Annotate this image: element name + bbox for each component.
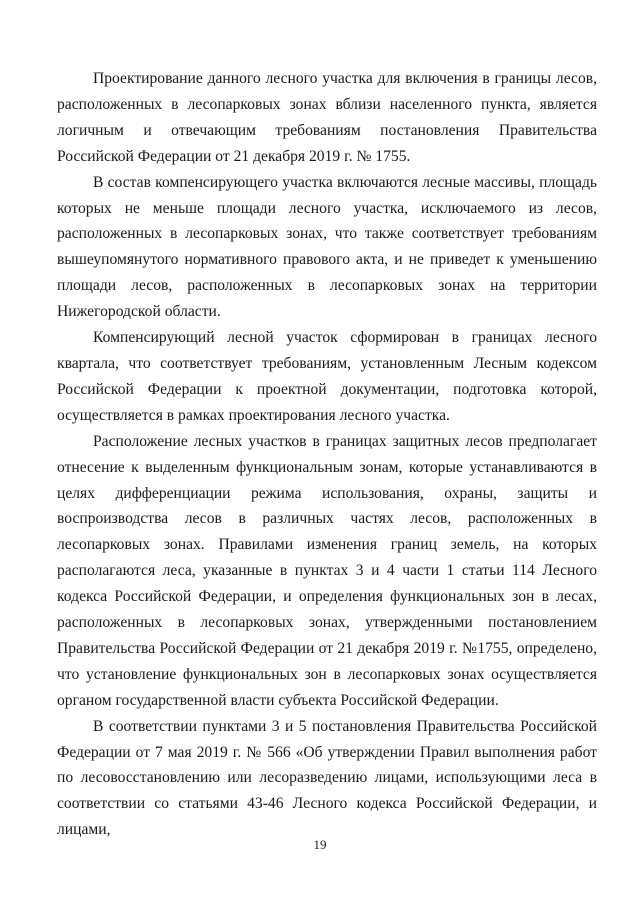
paragraph: Компенсирующий лесной участок сформирован в границах лесного квартала, что соответствует требованиям, установленным Лесным кодексом Российской Федерации к проектной документации, подготовка которой, осуществляется в рамках проектирования лесного участка. — [57, 329, 597, 424]
paragraph: В соответствии пунктами 3 и 5 постановления Правительства Российской Федерации от 7 мая 2019 г. № 566 «Об утверждении Правил выполнения работ по лесовосстановлению или лесоразведению лицами, использующими леса в соответствии со статьями 43-46 Лесного кодекса Российской Федерации, и лицами, — [57, 717, 597, 839]
paragraph: Расположение лесных участков в границах защитных лесов предполагает отнесение к выделенным функциональным зонам, которые устанавливаются в целях дифференциации режима использования, охраны, защиты и воспроизводства лесов в различных частях лесов, расположенных в лесопарковых зонах. Правилами изменения границ земель, на которых располагаются леса, указанные в пунктах 3 и 4 части 1 статьи 114 Лесного кодекса Российской Федерации, и определения функциональных зон в лесах, расположенных в лесопарковых зонах, утвержденными постановлением Правительства Российской Федерации от 21 декабря 2019 г. №1755, определено, что установление функциональных зон в лесопарковых зонах осуществляется органом государственной власти субъекта Российской Федерации. — [57, 432, 597, 709]
paragraph: Проектирование данного лесного участка для включения в границы лесов, расположенных в лесопарковых зонах вблизи населенного пункта, является логичным и отвечающим требованиям постановления Правительства Российской Федерации от 21 декабря 2019 г. № 1755. — [57, 70, 597, 165]
page-number: 19 — [313, 837, 327, 852]
paragraph: В состав компенсирующего участка включаются лесные массивы, площадь которых не меньше площади лесного участка, исключаемого из лесов, расположенных в лесопарковых зонах, что также соответствует требованиям вышеупомянутого нормативного правового акта, и не приведет к уменьшению площади лесов, расположенных в лесопарковых зонах на территории Нижегородской области. — [57, 173, 597, 321]
document-body — [57, 66, 597, 843]
